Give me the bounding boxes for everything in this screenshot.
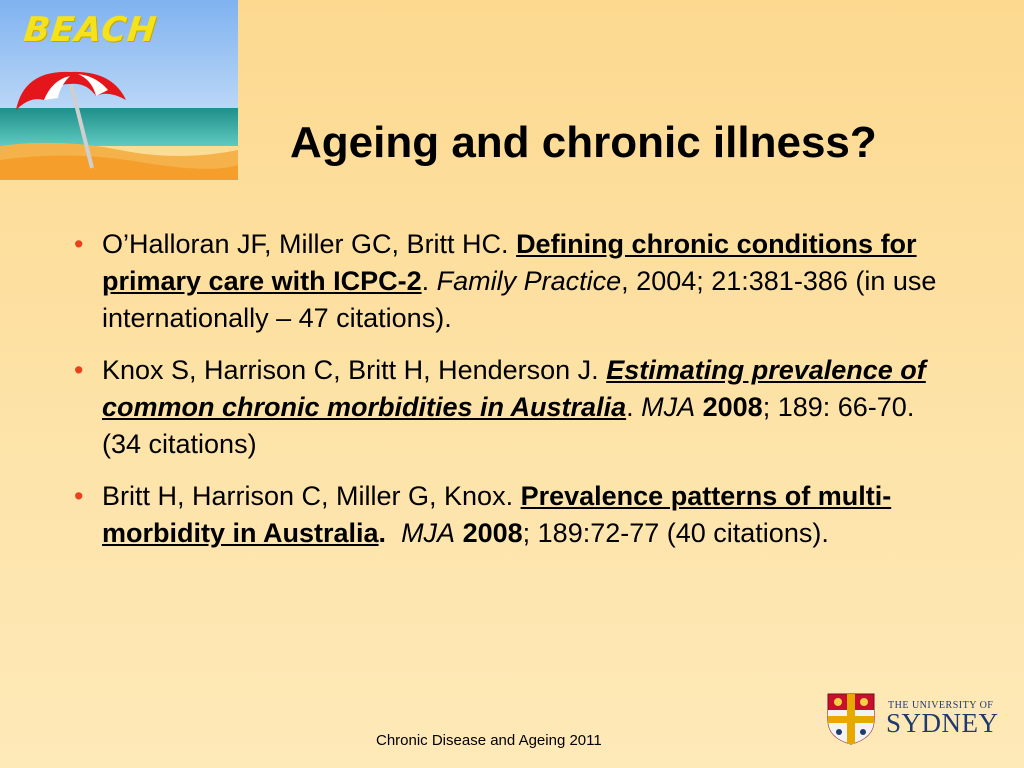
list-item bbox=[72, 226, 952, 337]
reference-authors: O’Halloran JF, Miller GC, Britt HC. bbox=[102, 229, 517, 259]
reference-list bbox=[72, 226, 952, 567]
university-logo bbox=[824, 690, 1014, 746]
bullet-icon: • bbox=[74, 355, 84, 385]
reference-details: ; 189: 66-70. (34 citations) bbox=[102, 392, 915, 459]
reference-year: 2008 bbox=[462, 518, 523, 548]
reference-separator: . bbox=[421, 266, 437, 296]
reference-year: 2008 bbox=[702, 392, 763, 422]
beach-logo bbox=[0, 0, 238, 180]
reference-article-title: Estimating prevalence of common chronic morbidities in Australia bbox=[102, 355, 926, 422]
bullet-icon: • bbox=[74, 229, 84, 259]
reference-details: , 2004; 21:381-386 (in use internationally – 47 citations). bbox=[102, 266, 937, 333]
slide-title: Ageing and chronic illness? bbox=[290, 118, 877, 167]
university-name-line1: THE UNIVERSITY OF bbox=[888, 700, 994, 711]
reference-separator: . bbox=[378, 518, 402, 548]
slide-footer: Chronic Disease and Ageing 2011 bbox=[376, 732, 602, 749]
university-crest-icon bbox=[824, 690, 878, 746]
reference-details: ; 189:72-77 (40 citations). bbox=[522, 518, 829, 548]
university-name-line2: SYDNEY bbox=[886, 708, 999, 738]
reference-separator: . bbox=[626, 392, 642, 422]
reference-article-title: Defining chronic conditions for primary care with ICPC-2 bbox=[102, 229, 917, 296]
beach-logo-text: BEACH bbox=[21, 10, 159, 50]
bullet-icon: • bbox=[74, 481, 84, 511]
reference-authors: Britt H, Harrison C, Miller G, Knox. bbox=[102, 481, 521, 511]
list-item bbox=[72, 352, 952, 463]
reference-authors: Knox S, Harrison C, Britt H, Henderson J. bbox=[102, 355, 607, 385]
reference-article-title: Prevalence patterns of multi-morbidity in Australia bbox=[102, 481, 892, 548]
reference-journal: MJA bbox=[401, 518, 456, 548]
list-item bbox=[72, 478, 952, 552]
reference-journal: Family Practice bbox=[436, 266, 622, 296]
reference-journal: MJA bbox=[641, 392, 696, 422]
